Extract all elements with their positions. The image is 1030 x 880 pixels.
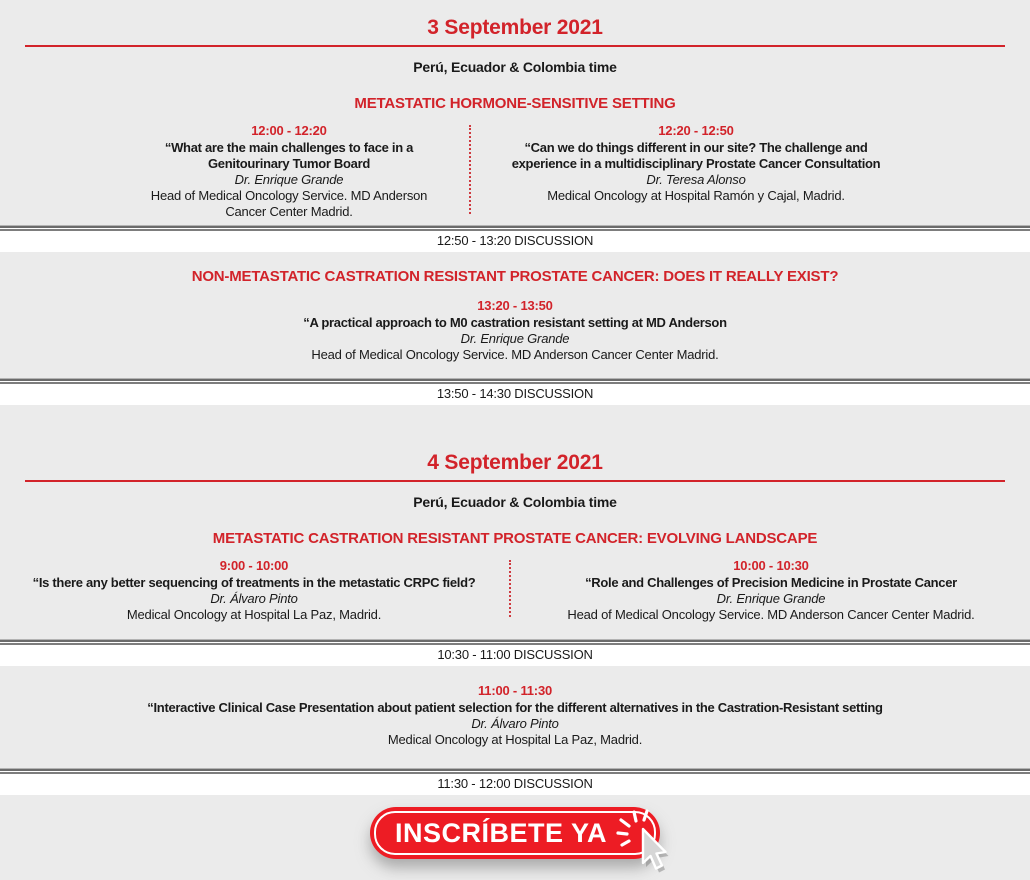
discussion-bar [0, 378, 1030, 405]
discussion-label: 10:30 - 11:00 DISCUSSION [0, 645, 1030, 666]
session-speaker: Dr. Álvaro Pinto [210, 591, 298, 606]
discussion-label: 11:30 - 12:00 DISCUSSION [0, 774, 1030, 795]
day-2-date-rule [25, 480, 1005, 482]
session-card [25, 683, 1005, 748]
session-affiliation: Medical Oncology at Hospital La Paz, Madrid. [387, 732, 643, 747]
session-card [25, 298, 1005, 363]
day-2-track-1-heading: METASTATIC CASTRATION RESISTANT PROSTATE CANCER: EVOLVING LANDSCAPE [212, 530, 818, 547]
dotted-column-divider [509, 560, 511, 617]
session-speaker: Dr. Enrique Grande [234, 172, 344, 187]
session-time: 11:00 - 11:30 [477, 683, 553, 698]
session-title: “What are the main challenges to face in a Genitourinary Tumor Board [164, 140, 414, 171]
session-affiliation: Head of Medical Oncology Service. MD Anderson Cancer Center Madrid. [567, 607, 975, 622]
session-title: “Is there any better sequencing of treatments in the metastatic CRPC field? [32, 575, 476, 590]
session-affiliation: Medical Oncology at Hospital La Paz, Madrid. [126, 607, 382, 622]
day-2-timezone: Perú, Ecuador & Colombia time [413, 494, 617, 510]
session-title: “Interactive Clinical Case Presentation about patient selection for the different alternatives in the Castration-Resistant setting [147, 700, 883, 715]
session-card [496, 123, 896, 220]
discussion-label: 13:50 - 14:30 DISCUSSION [0, 384, 1030, 405]
day-1-date-heading: 3 September 2021 [427, 16, 603, 39]
day-1-timezone: Perú, Ecuador & Colombia time [413, 59, 617, 75]
day-1-track-1-heading: METASTATIC HORMONE-SENSITIVE SETTING [354, 95, 676, 112]
session-speaker: Dr. Enrique Grande [460, 331, 570, 346]
cta-row [0, 807, 1030, 859]
discussion-bar [0, 225, 1030, 252]
session-title: “Role and Challenges of Precision Medicine in Prostate Cancer [585, 575, 957, 590]
discussion-bar [0, 639, 1030, 666]
session-time: 10:00 - 10:30 [733, 558, 809, 573]
session-time: 12:20 - 12:50 [658, 123, 734, 138]
session-time: 12:00 - 12:20 [251, 123, 327, 138]
session-speaker: Dr. Álvaro Pinto [471, 716, 559, 731]
session-affiliation: Head of Medical Oncology Service. MD Anderson Cancer Center Madrid. [311, 347, 719, 362]
session-title: “Can we do things different in our site? The challenge and experience in a multidisciplinary Prostate Cancer Consultation [511, 140, 881, 171]
day-2-section [0, 451, 1030, 795]
session-time: 13:20 - 13:50 [477, 298, 553, 313]
register-button-label: INSCRÍBETE YA [394, 817, 608, 848]
session-card [134, 123, 444, 220]
day-1-track-2-heading: NON-METASTATIC CASTRATION RESISTANT PROSTATE CANCER: DOES IT REALLY EXIST? [191, 268, 839, 285]
discussion-bar [0, 768, 1030, 795]
session-card [19, 558, 489, 623]
dotted-column-divider [469, 125, 471, 214]
register-button[interactable] [370, 807, 660, 859]
session-speaker: Dr. Teresa Alonso [646, 172, 746, 187]
session-time: 9:00 - 10:00 [219, 558, 289, 573]
day-2-date-heading: 4 September 2021 [427, 451, 603, 474]
day-1-section [0, 16, 1030, 405]
session-affiliation: Medical Oncology at Hospital Ramón y Cajal, Madrid. [547, 188, 845, 203]
session-title: “A practical approach to M0 castration resistant setting at MD Anderson [303, 315, 727, 330]
day-1-date-rule [25, 45, 1005, 47]
session-speaker: Dr. Enrique Grande [716, 591, 826, 606]
day-2-session-row [0, 558, 1030, 623]
day-1-session-row [0, 123, 1030, 220]
session-card [531, 558, 1011, 623]
discussion-label: 12:50 - 13:20 DISCUSSION [0, 231, 1030, 252]
session-affiliation: Head of Medical Oncology Service. MD Anderson Cancer Center Madrid. [150, 188, 428, 219]
